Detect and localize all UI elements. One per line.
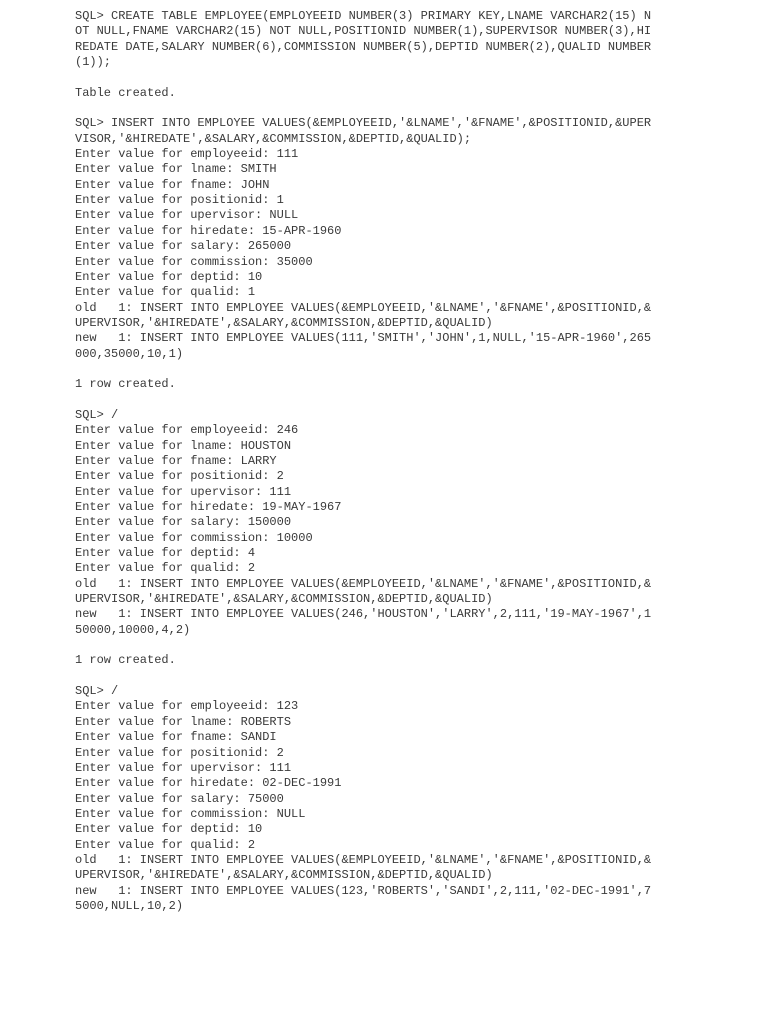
input-prompt-line: Enter value for positionid: 2 (75, 745, 284, 760)
input-prompt-line: Enter value for commission: NULL (75, 806, 306, 821)
terminal-line: OT NULL,FNAME VARCHAR2(15) NOT NULL,POSITIONID NUMBER(1),SUPERVISOR NUMBER(3),HI (75, 24, 652, 39)
blank-line (75, 638, 675, 653)
terminal-line: 50000,10000,4,2) (75, 622, 191, 637)
input-prompt-line: Enter value for upervisor: NULL (75, 208, 299, 223)
input-prompt-line: Enter value for qualid: 2 (75, 837, 256, 852)
input-prompt-line: Enter value for qualid: 1 (75, 285, 256, 300)
input-prompt-line: Enter value for employeeid: 111 (75, 147, 299, 162)
input-prompt-line: Enter value for commission: 10000 (75, 530, 313, 545)
input-prompt-line: Enter value for upervisor: 111 (75, 484, 292, 499)
input-prompt-line: Enter value for positionid: 2 (75, 469, 284, 484)
input-prompt-line: Enter value for deptid: 10 (75, 822, 263, 837)
new-substitution-line: new 1: INSERT INTO EMPLOYEE VALUES(246,'HOUSTON','LARRY',2,111,'19-MAY-1967',1 (75, 607, 652, 622)
input-prompt-line: Enter value for fname: JOHN (75, 177, 270, 192)
input-prompt-line: Enter value for fname: SANDI (75, 730, 277, 745)
input-prompt-line: Enter value for commission: 35000 (75, 254, 313, 269)
blank-line (75, 393, 675, 408)
blank-line (75, 70, 675, 85)
input-prompt-line: Enter value for lname: HOUSTON (75, 438, 292, 453)
new-substitution-line: new 1: INSERT INTO EMPLOYEE VALUES(111,'SMITH','JOHN',1,NULL,'15-APR-1960',265 (75, 331, 652, 346)
blank-line (75, 362, 675, 377)
terminal-line: UPERVISOR,'&HIREDATE',&SALARY,&COMMISSION,&DEPTID,&QUALID) (75, 592, 493, 607)
terminal-line: REDATE DATE,SALARY NUMBER(6),COMMISSION NUMBER(5),DEPTID NUMBER(2),QUALID NUMBER (75, 39, 652, 54)
input-prompt-line: Enter value for deptid: 4 (75, 546, 256, 561)
input-prompt-line: Enter value for lname: ROBERTS (75, 714, 292, 729)
input-prompt-line: Enter value for qualid: 2 (75, 561, 256, 576)
status-message-line: Table created. (75, 85, 176, 100)
old-substitution-line: old 1: INSERT INTO EMPLOYEE VALUES(&EMPLOYEEID,'&LNAME','&FNAME',&POSITIONID,& (75, 300, 652, 315)
old-substitution-line: old 1: INSERT INTO EMPLOYEE VALUES(&EMPLOYEEID,'&LNAME','&FNAME',&POSITIONID,& (75, 576, 652, 591)
sql-prompt-line: SQL> CREATE TABLE EMPLOYEE(EMPLOYEEID NUMBER(3) PRIMARY KEY,LNAME VARCHAR2(15) N (75, 9, 652, 23)
terminal-line: 5000,NULL,10,2) (75, 898, 184, 913)
input-prompt-line: Enter value for salary: 265000 (75, 239, 292, 254)
terminal-line: 000,35000,10,1) (75, 346, 184, 361)
terminal-line: UPERVISOR,'&HIREDATE',&SALARY,&COMMISSION,&DEPTID,&QUALID) (75, 868, 493, 883)
input-prompt-line: Enter value for fname: LARRY (75, 453, 277, 468)
input-prompt-line: Enter value for upervisor: 111 (75, 760, 292, 775)
status-message-line: 1 row created. (75, 653, 176, 668)
sql-prompt-line: SQL> INSERT INTO EMPLOYEE VALUES(&EMPLOYEEID,'&LNAME','&FNAME',&POSITIONID,&UPER (75, 116, 652, 131)
terminal-line: (1)); (75, 55, 112, 70)
input-prompt-line: Enter value for hiredate: 19-MAY-1967 (75, 500, 342, 514)
input-prompt-line: Enter value for deptid: 10 (75, 269, 263, 284)
input-prompt-line: Enter value for employeeid: 246 (75, 423, 299, 438)
input-prompt-line: Enter value for hiredate: 02-DEC-1991 (75, 776, 342, 791)
input-prompt-line: Enter value for positionid: 1 (75, 193, 284, 208)
old-substitution-line: old 1: INSERT INTO EMPLOYEE VALUES(&EMPLOYEEID,'&LNAME','&FNAME',&POSITIONID,& (75, 852, 652, 867)
terminal-line: UPERVISOR,'&HIREDATE',&SALARY,&COMMISSION,&DEPTID,&QUALID) (75, 315, 493, 330)
sql-prompt-line: SQL> / (75, 407, 119, 422)
new-substitution-line: new 1: INSERT INTO EMPLOYEE VALUES(123,'ROBERTS','SANDI',2,111,'02-DEC-1991',7 (75, 883, 652, 898)
input-prompt-line: Enter value for hiredate: 15-APR-1960 (75, 223, 342, 238)
blank-line (75, 101, 675, 116)
input-prompt-line: Enter value for lname: SMITH (75, 162, 277, 177)
input-prompt-line: Enter value for salary: 150000 (75, 515, 292, 530)
status-message-line: 1 row created. (75, 377, 176, 392)
input-prompt-line: Enter value for employeeid: 123 (75, 699, 299, 714)
terminal-line: VISOR,'&HIREDATE',&SALARY,&COMMISSION,&DEPTID,&QUALID); (75, 131, 472, 146)
input-prompt-line: Enter value for salary: 75000 (75, 791, 284, 806)
sql-terminal-output (75, 9, 675, 914)
sql-prompt-line: SQL> / (75, 684, 119, 699)
blank-line (75, 669, 675, 684)
